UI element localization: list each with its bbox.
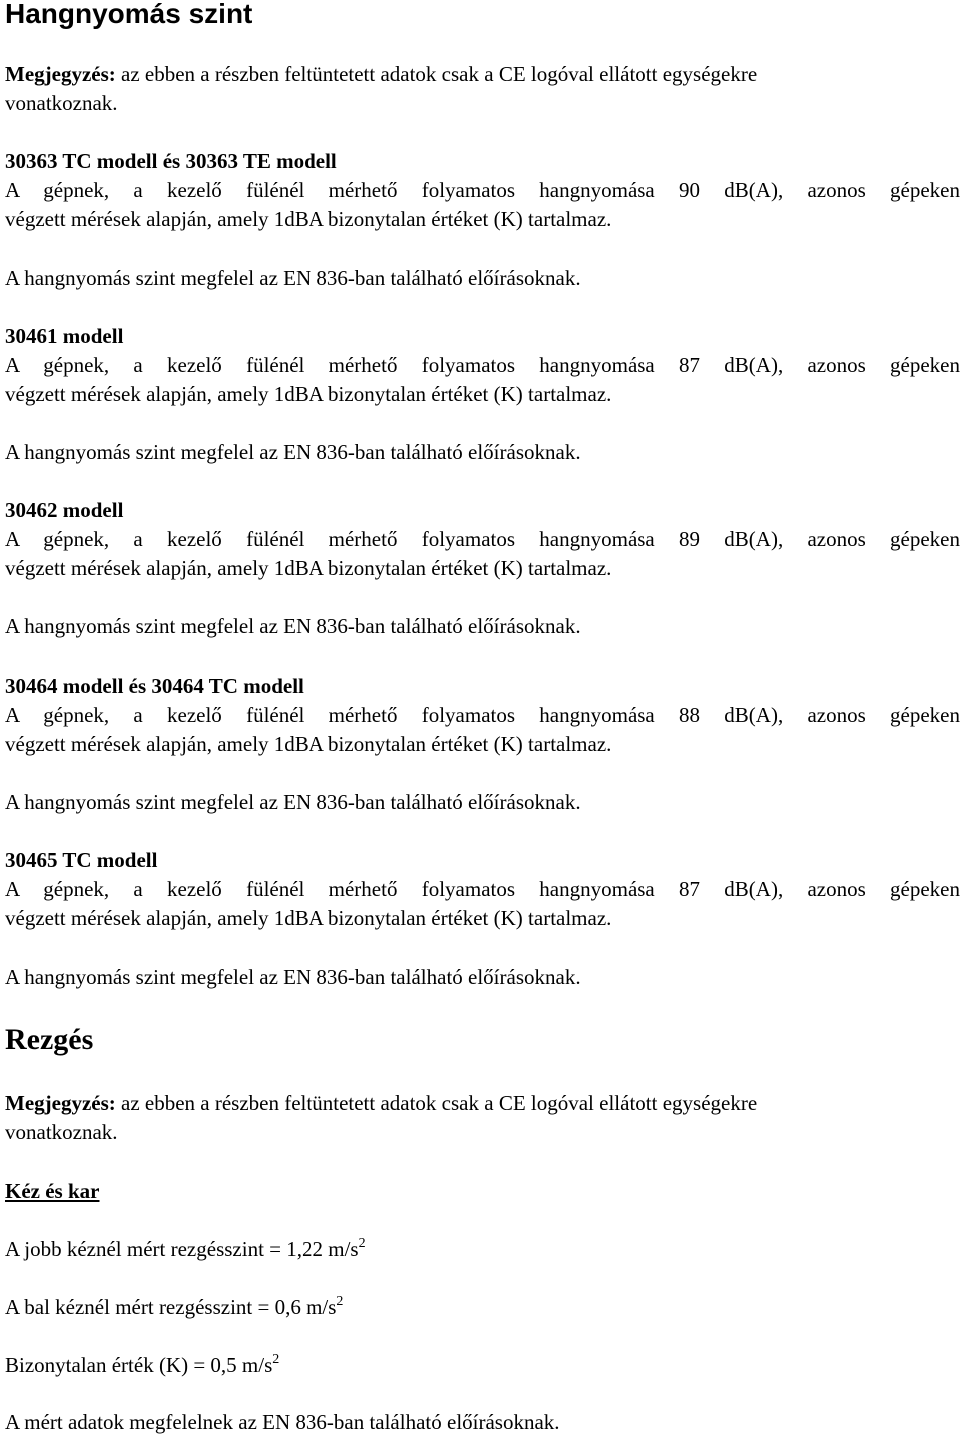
model-measurement-line-2: végzett mérések alapján, amely 1dBA bizonytalan értéket (K) tartalmaz. — [5, 732, 612, 756]
note-line-2: vonatkoznak. — [5, 1120, 118, 1144]
model-measurement-line-1: A gépnek, a kezelő fülénél mérhető folyamatos hangnyomása 88 dB(A), azonos gépeken — [5, 703, 960, 727]
model-heading: 30461 modell — [5, 324, 124, 348]
model-heading: 30465 TC modell — [5, 848, 158, 872]
model-measurement-line-2: végzett mérések alapján, amely 1dBA bizonytalan értéket (K) tartalmaz. — [5, 556, 612, 580]
model-compliance-30461: A hangnyomás szint megfelel az EN 836-ban található előírásoknak. — [5, 440, 581, 464]
uncertainty-value — [5, 1351, 960, 1380]
model-heading: 30464 modell és 30464 TC modell — [5, 674, 304, 698]
uncertainty-text: Bizonytalan érték (K) = 0,5 m/s — [5, 1353, 273, 1377]
superscript-2: 2 — [336, 1294, 344, 1309]
model-block-30363 — [5, 147, 960, 234]
model-measurement-line-1: A gépnek, a kezelő fülénél mérhető folyamatos hangnyomása 90 dB(A), azonos gépeken — [5, 178, 960, 202]
model-heading: 30363 TC modell és 30363 TE modell — [5, 149, 337, 173]
model-measurement-line-2: végzett mérések alapján, amely 1dBA bizonytalan értéket (K) tartalmaz. — [5, 207, 612, 231]
left-hand-vibration — [5, 1293, 960, 1322]
model-compliance-30462: A hangnyomás szint megfelel az EN 836-ban található előírásoknak. — [5, 614, 581, 638]
note-label: Megjegyzés: — [5, 1091, 116, 1115]
note-vibration — [5, 1089, 960, 1147]
note-line-1 — [5, 60, 960, 89]
right-hand-text: A jobb kéznél mért rezgésszint = 1,22 m/s — [5, 1237, 359, 1261]
superscript-2: 2 — [272, 1352, 280, 1367]
note-text: az ebben a részben feltüntetett adatok csak a CE logóval ellátott egységekre — [115, 1091, 758, 1115]
section-title-sound-pressure: Hangnyomás szint — [5, 0, 253, 29]
model-compliance-30464: A hangnyomás szint megfelel az EN 836-ban található előírásoknak. — [5, 790, 581, 814]
model-measurement-line-1: A gépnek, a kezelő fülénél mérhető folyamatos hangnyomása 89 dB(A), azonos gépeken — [5, 527, 960, 551]
model-block-30464 — [5, 672, 960, 759]
model-compliance-30363: A hangnyomás szint megfelel az EN 836-ban található előírásoknak. — [5, 266, 581, 290]
note-sound-pressure — [5, 60, 960, 118]
model-block-30465 — [5, 846, 960, 933]
note-line-1 — [5, 1089, 960, 1118]
model-compliance-30465: A hangnyomás szint megfelel az EN 836-ban található előírásoknak. — [5, 965, 581, 989]
right-hand-vibration — [5, 1235, 960, 1264]
model-heading: 30462 modell — [5, 498, 124, 522]
model-measurement-line-2: végzett mérések alapján, amely 1dBA bizonytalan értéket (K) tartalmaz. — [5, 382, 612, 406]
model-block-30462 — [5, 496, 960, 583]
note-line-2: vonatkoznak. — [5, 91, 118, 115]
left-hand-text: A bal kéznél mért rezgésszint = 0,6 m/s — [5, 1295, 337, 1319]
note-text: az ebben a részben feltüntetett adatok csak a CE logóval ellátott egységekre — [115, 62, 758, 86]
superscript-2: 2 — [358, 1236, 366, 1251]
model-measurement-line-1: A gépnek, a kezelő fülénél mérhető folyamatos hangnyomása 87 dB(A), azonos gépeken — [5, 877, 960, 901]
section-title-vibration: Rezgés — [5, 1023, 94, 1056]
model-measurement-line-1: A gépnek, a kezelő fülénél mérhető folyamatos hangnyomása 87 dB(A), azonos gépeken — [5, 353, 960, 377]
subheading-hand-arm: Kéz és kar — [5, 1179, 100, 1203]
vibration-compliance: A mért adatok megfelelnek az EN 836-ban található előírásoknak. — [5, 1410, 560, 1434]
model-measurement-line-2: végzett mérések alapján, amely 1dBA bizonytalan értéket (K) tartalmaz. — [5, 906, 612, 930]
note-label: Megjegyzés: — [5, 62, 116, 86]
model-block-30461 — [5, 322, 960, 409]
